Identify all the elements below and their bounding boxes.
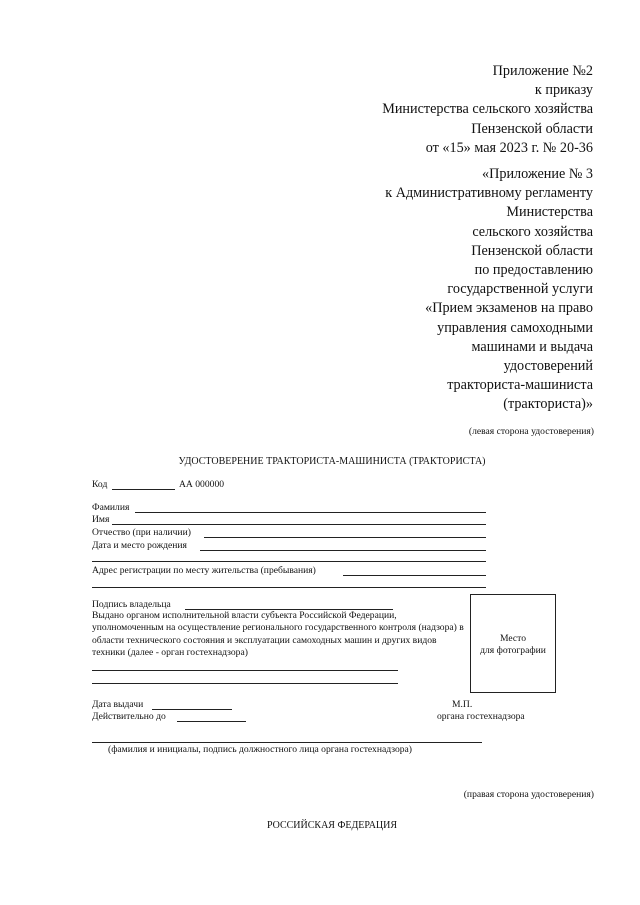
left-side-note: (левая сторона удостоверения) bbox=[468, 426, 594, 437]
address-line bbox=[343, 575, 486, 576]
issue-date-line bbox=[152, 709, 232, 710]
code-label: Код bbox=[92, 479, 108, 490]
regulation-line: управления самоходными bbox=[437, 319, 593, 336]
stamp-label: М.П. bbox=[452, 699, 473, 710]
patronymic-line bbox=[204, 537, 486, 538]
surname-label: Фамилия bbox=[92, 502, 130, 513]
regulation-line: «Прием экзаменов на право bbox=[425, 300, 593, 317]
birth-line bbox=[200, 550, 486, 551]
code-line bbox=[112, 489, 175, 490]
photo-placeholder bbox=[470, 594, 556, 693]
issuer-line-1 bbox=[92, 670, 398, 671]
regulation-line: Пензенской области bbox=[471, 242, 593, 259]
address-line-2 bbox=[92, 587, 486, 588]
regulation-line: государственной услуги bbox=[447, 281, 593, 298]
appendix-line: от «15» мая 2023 г. № 20-36 bbox=[425, 139, 593, 156]
appendix-line: Приложение №2 bbox=[492, 63, 593, 79]
appendix-line: Пензенской области bbox=[471, 120, 593, 137]
owner-signature-label: Подпись владельца bbox=[92, 599, 171, 610]
right-side-title: РОССИЙСКАЯ ФЕДЕРАЦИЯ bbox=[266, 820, 398, 831]
appendix-line: Министерства сельского хозяйства bbox=[382, 101, 593, 118]
regulation-line: машинами и выдача bbox=[471, 338, 593, 355]
regulation-line: удостоверений bbox=[503, 358, 593, 375]
regulation-line: (тракториста)» bbox=[503, 396, 593, 413]
address-label: Адрес регистрации по месту жительства (пребывания) bbox=[92, 565, 316, 576]
photo-text-line: Место bbox=[499, 633, 527, 644]
issued-by-text: Выдано органом исполнительной власти субъекта Российской Федерации, уполномоченным на осуществление регионального государственного контроля (надзора) в области технического состояния и эксплуатации самоходных машин и других видов техники (далее - орган гостехнадзора) bbox=[92, 610, 464, 658]
issue-date-label: Дата выдачи bbox=[92, 699, 144, 710]
birth-label: Дата и место рождения bbox=[92, 540, 187, 551]
right-side-note: (правая сторона удостоверения) bbox=[463, 789, 594, 800]
valid-until-label: Действительно до bbox=[92, 711, 166, 722]
regulation-line: Министерства bbox=[506, 204, 593, 221]
code-value: АА 000000 bbox=[179, 479, 225, 490]
official-signature-caption: (фамилия и инициалы, подпись должностного лица органа гостехнадзора) bbox=[108, 744, 413, 755]
blank-line bbox=[92, 561, 486, 562]
valid-until-line bbox=[177, 721, 246, 722]
regulation-line: сельского хозяйства bbox=[472, 223, 593, 240]
appendix-line: к приказу bbox=[534, 82, 593, 99]
regulation-header bbox=[385, 165, 593, 415]
photo-text-line: для фотографии bbox=[480, 645, 546, 656]
official-signature-line bbox=[92, 742, 482, 743]
regulation-line: тракториста-машиниста bbox=[447, 377, 593, 394]
appendix-header bbox=[382, 62, 593, 158]
certificate-title: УДОСТОВЕРЕНИЕ ТРАКТОРИСТА-МАШИНИСТА (ТРАКТОРИСТА) bbox=[178, 456, 486, 467]
regulation-line: по предоставлению bbox=[474, 262, 593, 279]
stamp-org-label: органа гостехнадзора bbox=[437, 711, 525, 722]
issuer-line-2 bbox=[92, 683, 398, 684]
surname-line bbox=[135, 512, 486, 513]
name-line bbox=[112, 524, 486, 525]
photo-placeholder-text bbox=[471, 633, 555, 657]
regulation-line: к Административному регламенту bbox=[385, 185, 593, 202]
regulation-line: «Приложение № 3 bbox=[482, 166, 593, 182]
patronymic-label: Отчество (при наличии) bbox=[92, 527, 191, 538]
name-label: Имя bbox=[92, 514, 110, 525]
